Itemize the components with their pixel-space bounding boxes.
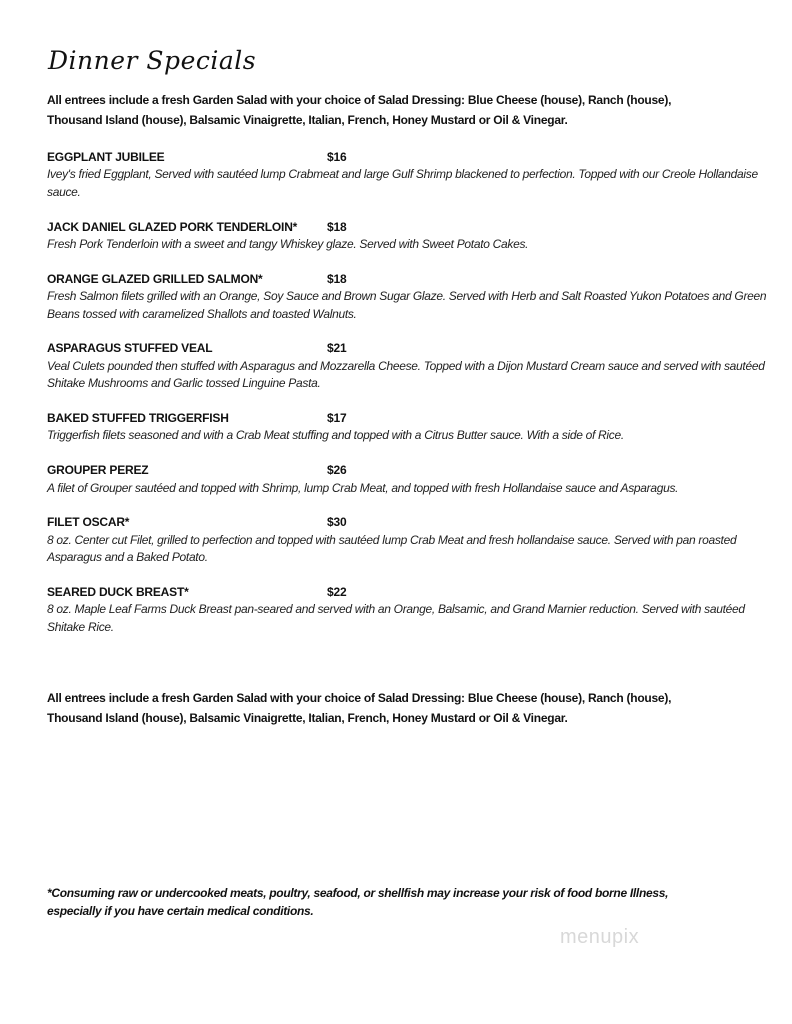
item-price: $22 bbox=[327, 585, 347, 600]
item-price: $21 bbox=[327, 341, 347, 356]
item-name: BAKED STUFFED TRIGGERFISH bbox=[47, 411, 229, 426]
menu-item bbox=[47, 219, 767, 254]
item-description: Triggerfish filets seasoned and with a Crab Meat stuffing and topped with a Citrus Butter sauce. With a side of Rice. bbox=[47, 428, 624, 443]
menu-item bbox=[47, 410, 767, 445]
health-disclaimer bbox=[47, 884, 767, 920]
item-description: A filet of Grouper sautéed and topped with Shrimp, lump Crab Meat, and topped with fresh Hollandaise sauce and Asparagus. bbox=[47, 480, 679, 495]
disclaimer-line: *Consuming raw or undercooked meats, poultry, seafood, or shellfish may increase your risk of food borne Illness, bbox=[47, 886, 669, 900]
salad-note-line: Thousand Island (house), Balsamic Vinaigrette, Italian, French, Honey Mustard or Oil & Vinegar. bbox=[47, 711, 568, 725]
item-price: $18 bbox=[327, 271, 347, 286]
item-description: Fresh Pork Tenderloin with a sweet and tangy Whiskey glaze. Served with Sweet Potato Cakes. bbox=[47, 237, 529, 252]
menu-items bbox=[47, 149, 767, 654]
menu-item bbox=[47, 149, 767, 201]
item-name: JACK DANIEL GLAZED PORK TENDERLOIN* bbox=[47, 219, 298, 234]
salad-note-top bbox=[47, 90, 767, 130]
item-name: ORANGE GLAZED GRILLED SALMON* bbox=[47, 271, 263, 286]
item-description: 8 oz. Maple Leaf Farms Duck Breast pan-seared and served with an Orange, Balsamic, and Grand Marnier reduction. Served with sautéed Shitake Rice. bbox=[47, 602, 745, 634]
item-name: SEARED DUCK BREAST* bbox=[47, 585, 189, 600]
item-price: $18 bbox=[327, 219, 347, 234]
item-price: $30 bbox=[327, 515, 347, 530]
item-name: FILET OSCAR* bbox=[47, 515, 130, 530]
item-price: $17 bbox=[327, 411, 347, 426]
menu-item bbox=[47, 514, 767, 566]
menu-item bbox=[47, 340, 767, 392]
page-title: Dinner Specials bbox=[48, 46, 257, 75]
item-description: Fresh Salmon filets grilled with an Orange, Soy Sauce and Brown Sugar Glaze. Served with Herb and Salt Roasted Yukon Potatoes and Green Beans tossed with caramelized Shallots and toasted Walnuts. bbox=[47, 289, 767, 321]
salad-note-bottom bbox=[47, 688, 767, 728]
item-description: Veal Culets pounded then stuffed with Asparagus and Mozzarella Cheese. Topped with a Dijon Mustard Cream sauce and served with sautéed Shitake Mushrooms and Garlic tossed Linguine Pasta. bbox=[47, 358, 765, 391]
salad-note-line: All entrees include a fresh Garden Salad with your choice of Salad Dressing: Blue Cheese (house), Ranch (house), bbox=[47, 93, 672, 107]
item-name: EGGPLANT JUBILEE bbox=[47, 150, 165, 164]
item-price: $26 bbox=[327, 463, 347, 478]
salad-note-line: Thousand Island (house), Balsamic Vinaigrette, Italian, French, Honey Mustard or Oil & Vinegar. bbox=[47, 113, 568, 127]
item-name: ASPARAGUS STUFFED VEAL bbox=[47, 341, 213, 356]
disclaimer-line: especially if you have certain medical conditions. bbox=[47, 904, 314, 918]
salad-note-line: All entrees include a fresh Garden Salad with your choice of Salad Dressing: Blue Cheese (house), Ranch (house), bbox=[47, 691, 672, 705]
item-description: 8 oz. Center cut Filet, grilled to perfection and topped with sautéed lump Crab Meat and fresh hollandaise sauce. Served with pan roasted Asparagus and a Baked Potato. bbox=[47, 532, 737, 565]
item-price: $16 bbox=[327, 150, 347, 164]
menu-item bbox=[47, 462, 767, 497]
item-description: Ivey's fried Eggplant, Served with sautéed lump Crabmeat and large Gulf Shrimp blackened to perfection. Topped with our Creole Hollandaise sauce. bbox=[47, 167, 758, 199]
item-name: GROUPER PEREZ bbox=[47, 463, 149, 478]
menu-item bbox=[47, 584, 767, 636]
menu-item bbox=[47, 271, 767, 323]
menupix-watermark: menupix bbox=[560, 926, 640, 948]
